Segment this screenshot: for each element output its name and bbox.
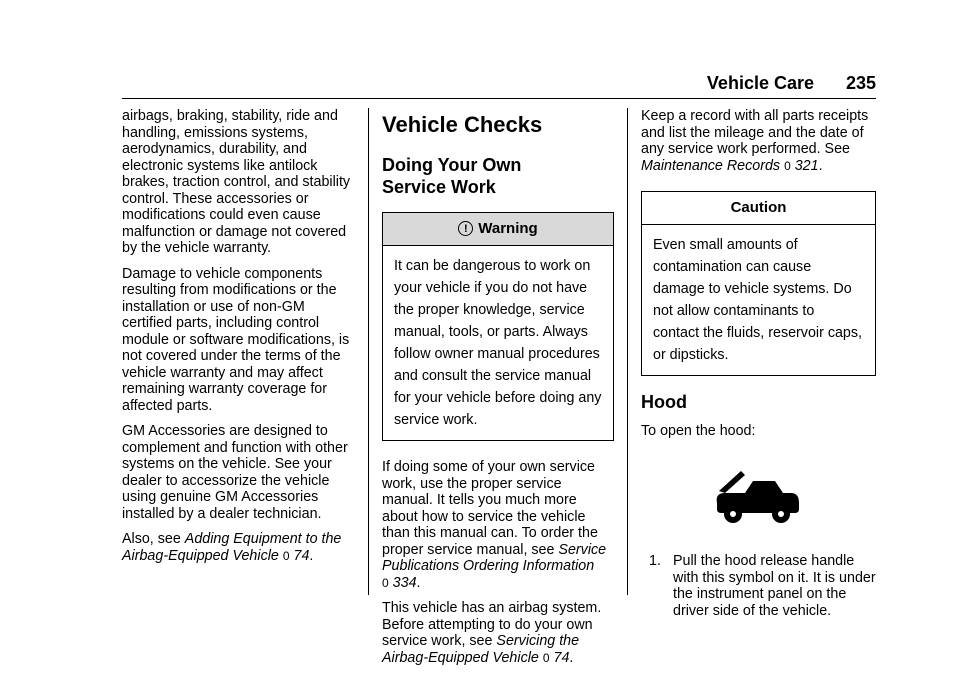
- column-divider: [627, 108, 628, 595]
- text: .: [416, 574, 421, 591]
- caution-title: Caution: [642, 192, 875, 225]
- hood-intro: To open the hood:: [641, 422, 756, 439]
- warning-header: [383, 213, 613, 246]
- warning-icon: !: [458, 221, 473, 236]
- column-2: [382, 108, 614, 675]
- list-item: [641, 553, 876, 619]
- section-heading: Vehicle Checks: [382, 112, 543, 137]
- cross-reference-link[interactable]: Adding Equipment to the Airbag-Equipped Vehicle: [122, 531, 342, 564]
- page-header: [122, 70, 876, 99]
- section-title: Vehicle Care: [706, 73, 814, 93]
- cross-reference-link[interactable]: Maintenance Records: [641, 157, 781, 174]
- page-ref-icon: 0: [542, 650, 550, 665]
- page-ref-icon: 0: [784, 158, 791, 173]
- column-1: [122, 108, 358, 573]
- paragraph: airbags, braking, stability, ride and handling, emissions systems, aerodynamics, durability, and electronic systems like antilock brakes, traction control, and stability control. These accessories or modifications could even cause malfunction or damage not covered by the vehicle warranty.: [122, 108, 351, 256]
- paragraph: [641, 108, 876, 174]
- text: This vehicle has an airbag system. Before attempting to do your own service work, see: [382, 600, 602, 649]
- paragraph: [382, 600, 614, 666]
- step-text: Pull the hood release handle with this symbol on it. It is under the instrument panel on the driver side of the vehicle.: [673, 553, 876, 619]
- page-ref-number[interactable]: 74: [553, 649, 570, 666]
- page-number: 235: [845, 73, 876, 93]
- caution-body: Even small amounts of contamination can cause damage to vehicle systems. Do not allow contaminants to contact the fluids, reservoir caps, or dipsticks.: [653, 237, 862, 363]
- column-3: [641, 108, 876, 619]
- hood-heading: Hood: [641, 392, 687, 412]
- warning-body: It can be dangerous to work on your vehicle if you do not have the proper knowledge, service manual, tools, or parts. Always follow owner manual procedures and consult the service manual for your vehicle before doing any service work.: [394, 258, 602, 428]
- step-number: 1.: [649, 553, 661, 569]
- column-divider: [368, 108, 369, 595]
- text: Also, see: [122, 531, 185, 547]
- subsection-heading: [382, 154, 614, 198]
- warning-title: Warning: [478, 220, 538, 237]
- cross-reference-link[interactable]: Servicing the Airbag-Equipped Vehicle: [382, 633, 580, 666]
- page-ref-number[interactable]: 334: [392, 574, 417, 591]
- paragraph: Damage to vehicle components resulting from modifications or the installation or use of non-GM certified parts, including control module or software modifications, is not covered under the terms of the vehicle warranty and may affect remaining warranty coverage for affected parts.: [122, 265, 350, 414]
- hood-release-icon: [711, 467, 801, 527]
- paragraph: GM Accessories are designed to complement and function with other systems on the vehicle. See your dealer to accessorize the vehicle using genuine GM Accessories installed by a dealer technician.: [122, 423, 348, 522]
- heading-line: Service Work: [382, 177, 496, 197]
- page-ref-icon: 0: [282, 548, 290, 563]
- text: If doing some of your own service work, use the proper service manual. It tells you much more about how to service the vehicle than this manual can. To order the proper service manual, see: [382, 459, 598, 558]
- heading-line: Doing Your Own: [382, 155, 522, 175]
- paragraph: [382, 459, 614, 591]
- cross-reference-link[interactable]: Service Publications Ordering Information: [382, 541, 607, 574]
- page-ref-icon: 0: [382, 575, 389, 590]
- caution-box: [641, 191, 876, 376]
- page-ref-number[interactable]: 74: [293, 547, 310, 564]
- page-ref-number[interactable]: 321: [794, 157, 819, 174]
- text: .: [818, 157, 823, 174]
- text: .: [569, 649, 574, 666]
- text: Keep a record with all parts receipts and list the mileage and the date of any service work performed. See: [641, 108, 869, 157]
- text: .: [309, 547, 314, 564]
- warning-box: [382, 212, 614, 441]
- paragraph: [122, 531, 358, 564]
